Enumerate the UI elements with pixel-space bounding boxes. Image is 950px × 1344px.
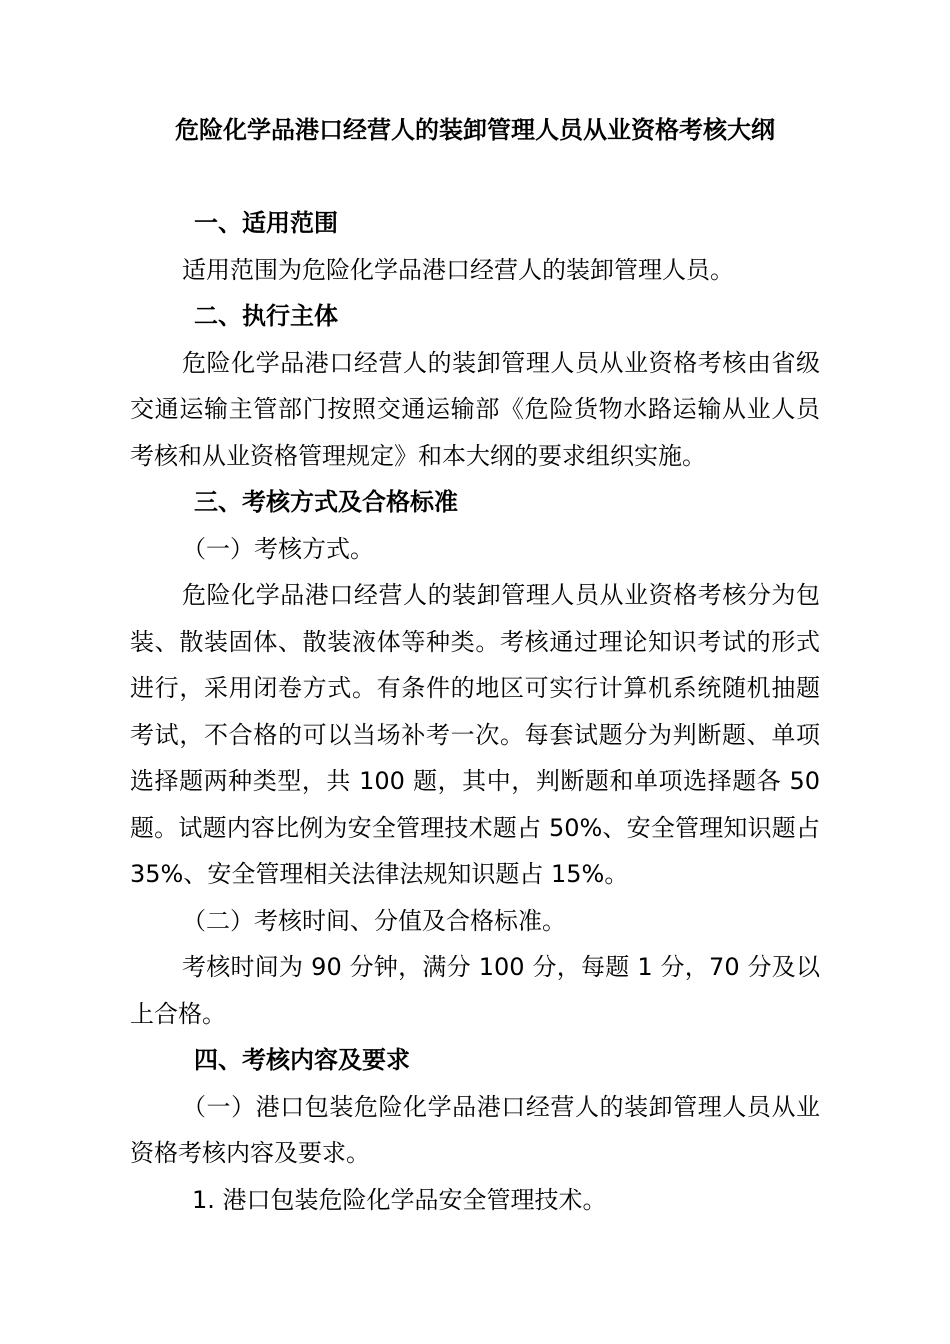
time-score-paragraph: 考核时间为 90 分钟，满分 100 分，每题 1 分，70 分及以上合格。 (130, 953, 820, 1028)
section-heading-method: 三、考核方式及合格标准 (194, 488, 458, 516)
section-heading-executor: 二、执行主体 (194, 302, 338, 330)
subsection-heading-packaged: （一）港口包装危险化学品港口经营人的装卸管理人员从业资格考核内容及要求。 (130, 1092, 820, 1167)
subsection-heading-time-score: （二）考核时间、分值及合格标准。 (182, 906, 566, 935)
executor-paragraph: 危险化学品港口经营人的装卸管理人员从业资格考核由省级交通运输主管部门按照交通运输部《危险货物水路运输从业人员考核和从业资格管理规定》和本大纲的要求组织实施。 (130, 348, 820, 470)
list-item-packaged-technology: 1. 港口包装危险化学品安全管理技术。 (192, 1185, 607, 1214)
document-title: 危险化学品港口经营人的装卸管理人员从业资格考核大纲 (175, 116, 775, 144)
document-body (130, 200, 820, 1223)
method-paragraph: 危险化学品港口经营人的装卸管理人员从业资格考核分为包装、散装固体、散装液体等种类。考核通过理论知识考试的形式进行，采用闭卷方式。有条件的地区可实行计算机系统随机抽题考试，不合格的可以当场补考一次。每套试题分为判断题、单项选择题两种类型，共 100 题，其中，判断题和单项选择题各 50 题。试题内容比例为安全管理技术题占 50%、安全管理知识题占 35%、安全管理相关法律法规知识题占 15%。 (130, 581, 820, 888)
subsection-heading-method: （一）考核方式。 (182, 534, 374, 563)
section-heading-content: 四、考核内容及要求 (194, 1046, 410, 1074)
scope-paragraph: 适用范围为危险化学品港口经营人的装卸管理人员。 (182, 255, 734, 284)
section-heading-scope: 一、适用范围 (194, 209, 338, 237)
